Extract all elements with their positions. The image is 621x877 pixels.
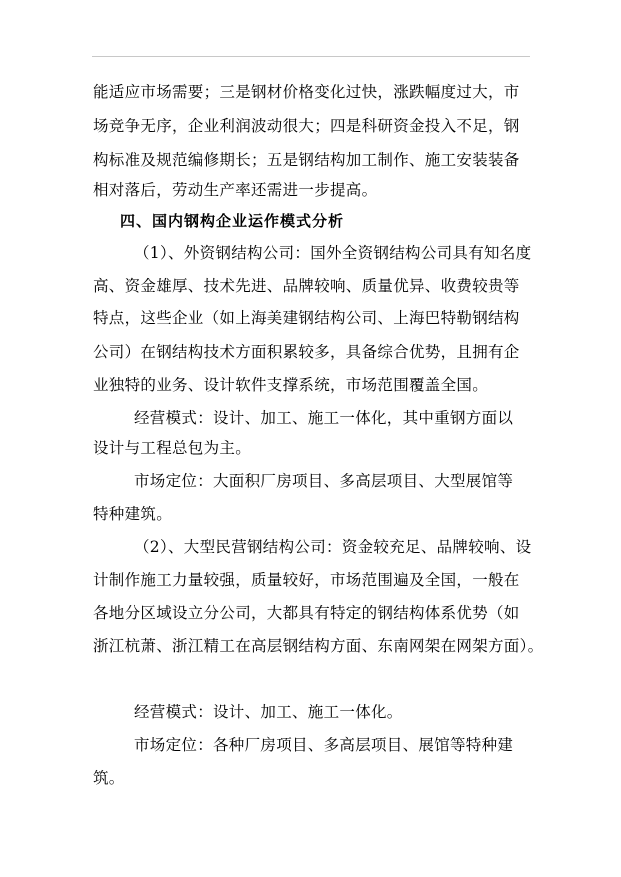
paragraph-line: 经营模式：设计、加工、施工一体化。 — [134, 703, 403, 721]
paragraph-line: 高、资金雄厚、技术先进、品牌较响、质量优异、收费较贵等 — [93, 277, 520, 295]
paragraph-line: 市场定位：大面积厂房项目、多高层项目、大型展馆等 — [134, 472, 514, 490]
paragraph-line: 各地分区域设立分公司，大都具有特定的钢结构体系优势（如 — [93, 604, 520, 622]
header-rule — [92, 56, 530, 57]
paragraph-line: 特种建筑。 — [93, 505, 173, 523]
paragraph-line: 设计与工程总包为主。 — [93, 439, 252, 457]
paragraph-line: 经营模式：设计、加工、施工一体化，其中重钢方面以 — [134, 409, 514, 427]
paragraph-line: 特点，这些企业（如上海美建钢结构公司、上海巴特勒钢结构 — [93, 309, 520, 327]
section-heading: 四、国内钢构企业运作模式分析 — [120, 212, 345, 230]
paragraph-line: 公司）在钢结构技术方面积累较多，具备综合优势，且拥有企 — [93, 343, 520, 361]
paragraph-line: （1）、外资钢结构公司：国外全资钢结构公司具有知名度 — [134, 244, 532, 262]
paragraph-line: 业独特的业务、设计软件支撑系统，市场范围覆盖全国。 — [93, 376, 489, 394]
paragraph-line: 浙江杭萧、浙江精工在高层钢结构方面、东南网架在网架方面）。 — [93, 637, 544, 655]
paragraph-line: 市场定位：各种厂房项目、多高层项目、展馆等特种建 — [134, 736, 514, 754]
paragraph-line: （2）、大型民营钢结构公司：资金较充足、品牌较响、设 — [134, 538, 532, 556]
paragraph-line: 计制作施工力量较强，质量较好，市场范围遍及全国，一般在 — [93, 571, 520, 589]
paragraph-line: 构标准及规范编修期长；五是钢结构加工制作、施工安装装备 — [93, 151, 520, 169]
paragraph-line: 筑。 — [93, 769, 125, 787]
paragraph-line: 场竞争无序，企业利润波动很大；四是科研资金投入不足，钢 — [93, 117, 520, 135]
paragraph-line: 相对落后，劳动生产率还需进一步提高。 — [93, 181, 378, 199]
paragraph-line: 能适应市场需要；三是钢材价格变化过快，涨跌幅度过大，市 — [93, 83, 520, 101]
